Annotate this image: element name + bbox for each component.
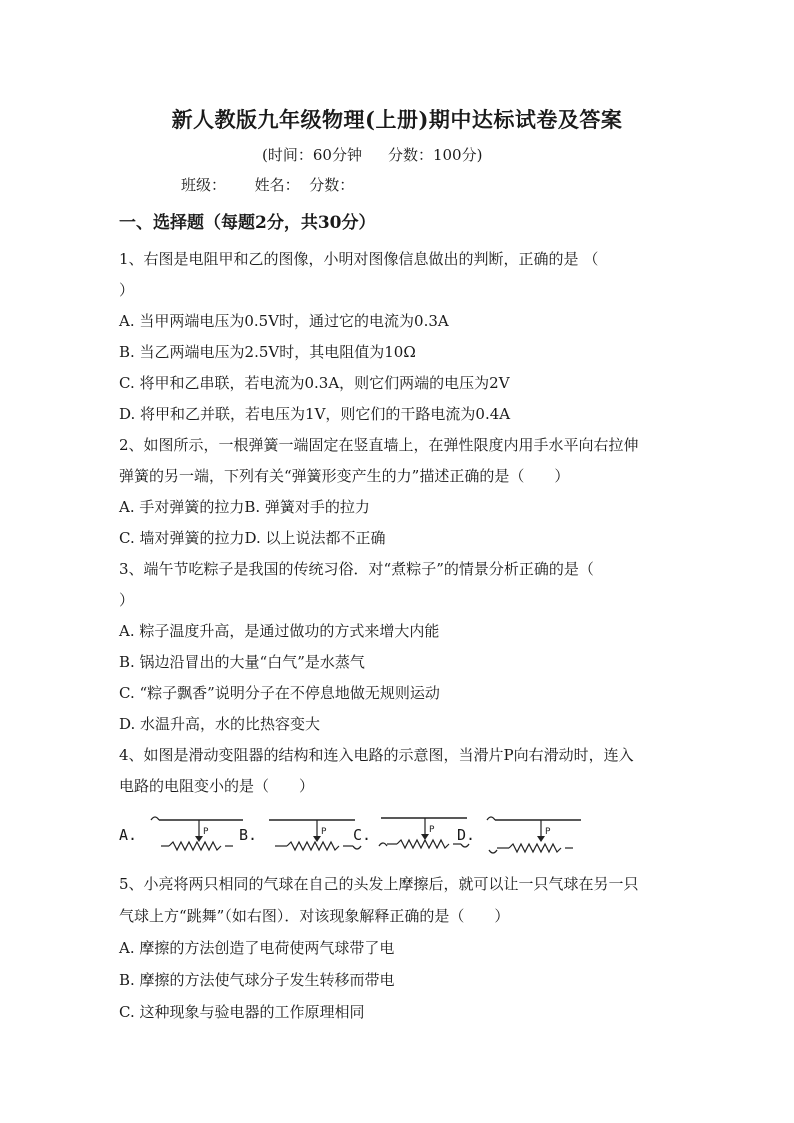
svg-text:P: P [545,827,551,837]
question-line: C. 墙对弹簧的拉力D. 以上说法都不正确 [119,529,386,547]
question-line: C. 这种现象与验电器的工作原理相同 [119,1003,365,1021]
question-line: 1、右图是电阻甲和乙的图像，小明对图像信息做出的判断，正确的是 （ [119,250,599,268]
exam-total-score: 分数：100分) [387,146,483,164]
page-title: 新人教版九年级物理(上册)期中达标试卷及答案 [171,107,623,132]
rheostat-diagram-d [485,812,585,858]
exam-time-score [262,144,482,165]
question-line: 弹簧的另一端，下列有关“弹簧形变产生的力”描述正确的是（ ） [119,467,570,485]
name-label: 姓名： [254,176,300,194]
question-line: D. 将甲和乙并联，若电压为1V，则它们的干路电流为0.4A [119,405,511,423]
question-line: ） [119,591,135,609]
question-line: B. 摩擦的方法使气球分子发生转移而带电 [119,971,395,989]
diagram-option-a-label: A. [119,826,138,844]
question-line: A. 粽子温度升高，是通过做功的方式来增大内能 [119,622,440,640]
score-label: 分数： [309,176,355,194]
rheostat-diagram-b [265,812,365,858]
question-line: B. 当乙两端电压为2.5V时，其电阻值为10Ω [119,343,416,361]
diagram-option-d-label: D. [457,826,476,844]
question-line: 4、如图是滑动变阻器的结构和连入电路的示意图，当滑片P向右滑动时，连入 [119,746,634,764]
question-line: A. 当甲两端电压为0.5V时，通过它的电流为0.3A [119,312,449,330]
question-line: A. 摩擦的方法创造了电荷使两气球带了电 [119,939,395,957]
student-info [181,174,354,195]
diagram-option-b-label: B. [239,826,258,844]
question-line: B. 锅边沿冒出的大量“白气”是水蒸气 [119,653,365,671]
rheostat-diagram-a [147,812,247,858]
question-line: ） [119,281,135,299]
question-line: 气球上方“跳舞”（如右图）．对该现象解释正确的是（ ） [119,907,510,925]
question-line: 3、端午节吃粽子是我国的传统习俗．对“煮粽子”的情景分析正确的是（ [119,560,594,578]
class-label: 班级： [181,176,227,194]
exam-time: (时间：60分钟 [262,146,362,164]
question-line: A. 手对弹簧的拉力B. 弹簧对手的拉力 [119,498,370,516]
svg-text:P: P [429,825,435,835]
svg-text:P: P [203,827,209,837]
question-line: 电路的电阻变小的是（ ） [119,777,315,795]
question-line: C. “粽子飘香”说明分子在不停息地做无规则运动 [119,684,440,702]
question-line: C. 将甲和乙串联，若电流为0.3A，则它们两端的电压为2V [119,374,510,392]
rheostat-diagram-options [119,812,599,858]
question-line: 2、如图所示，一根弹簧一端固定在竖直墙上，在弹性限度内用手水平向右拉伸 [119,436,639,454]
svg-text:P: P [321,827,327,837]
question-line: 5、小亮将两只相同的气球在自己的头发上摩擦后，就可以让一只气球在另一只 [119,875,639,893]
diagram-option-c-label: C. [353,826,372,844]
question-line: D. 水温升高，水的比热容变大 [119,715,321,733]
section-heading: 一、选择题（每题2分，共30分） [119,213,376,233]
